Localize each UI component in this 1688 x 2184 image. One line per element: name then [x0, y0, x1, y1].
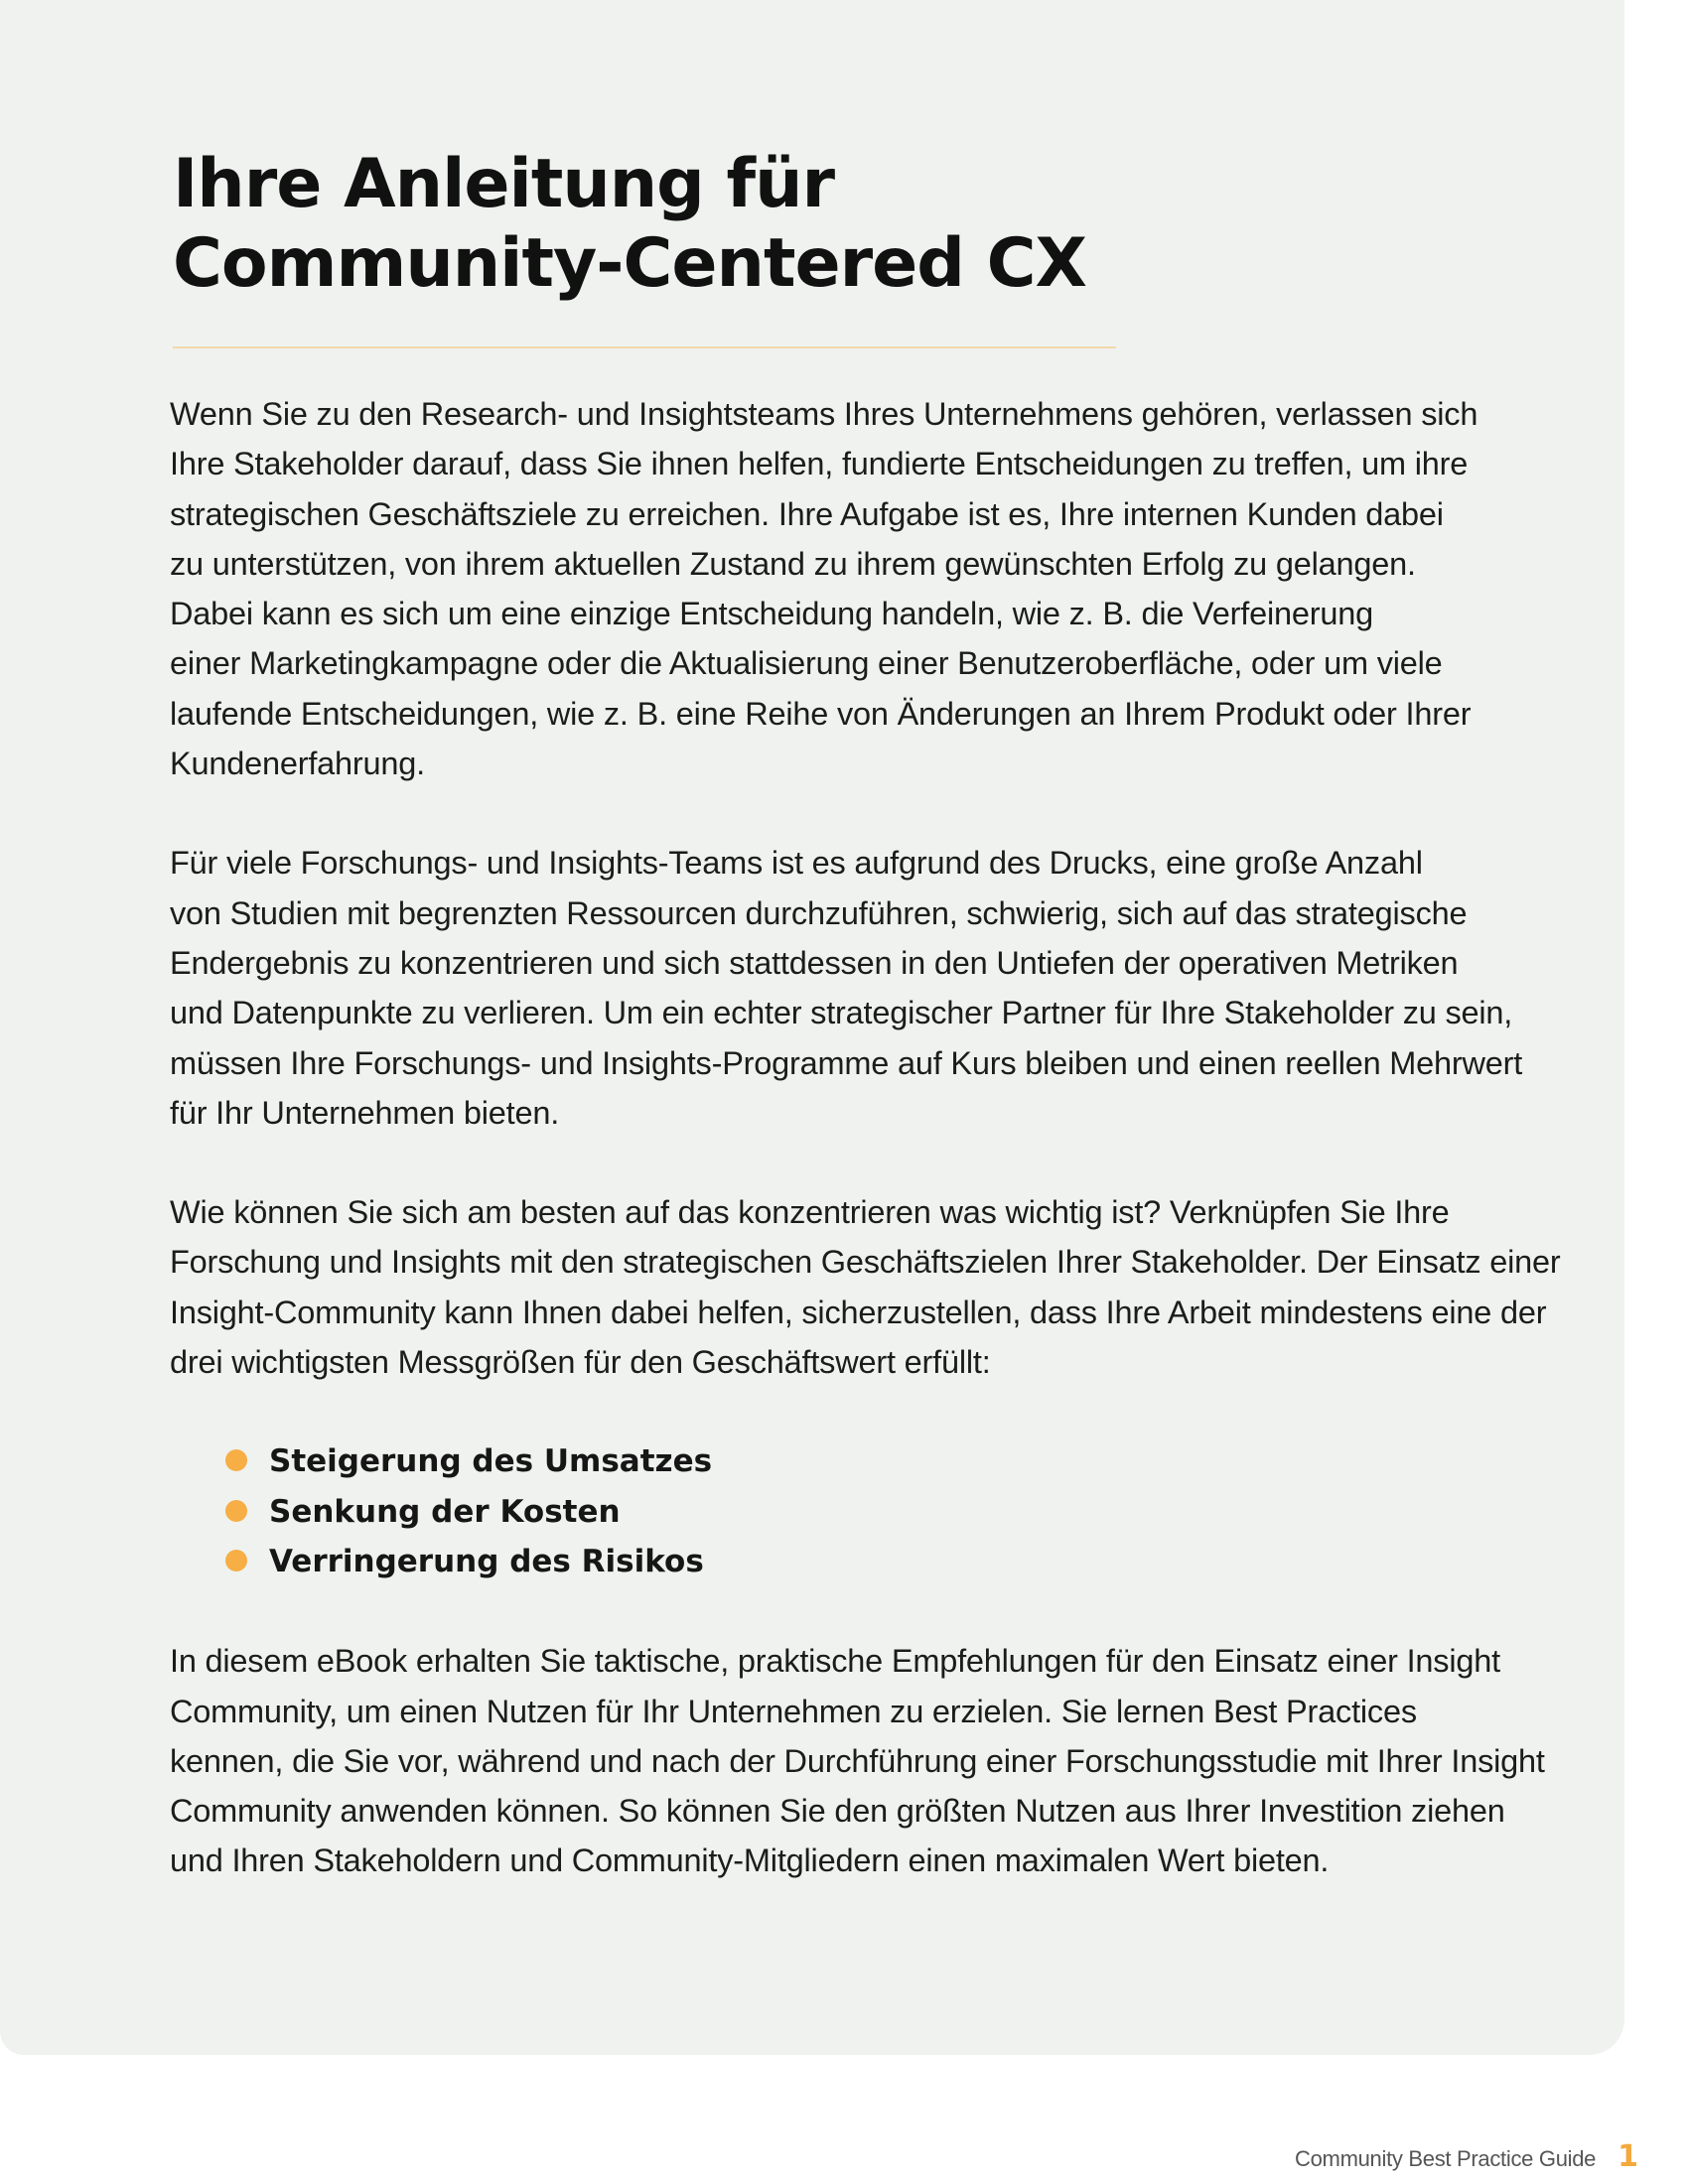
text-line: und Ihren Stakeholdern und Community-Mitgliedern einen maximalen Wert bieten.: [170, 1843, 1330, 1879]
metrics-list: [225, 1436, 1590, 1586]
text-line: Forschung und Insights mit den strategischen Geschäftszielen Ihrer Stakeholder. Der Einsatz einer: [170, 1244, 1561, 1281]
text-line: Endergebnis zu konzentrieren und sich stattdessen in den Untiefen der operativen Metriken: [170, 944, 1459, 981]
bullet-dot-icon: [225, 1500, 247, 1522]
text-line: Dabei kann es sich um eine einzige Entscheidung handeln, wie z. B. die Verfeinerung: [170, 596, 1373, 632]
list-item: [225, 1537, 1590, 1586]
page-title: [173, 145, 1166, 304]
footer-label: Community Best Practice Guide: [1295, 2146, 1597, 2171]
page-number: 1: [1618, 2139, 1638, 2174]
title-line: Community-Centered CX: [173, 224, 1086, 303]
text-line: einer Marketingkampagne oder die Aktualisierung einer Benutzeroberfläche, oder um viele: [170, 645, 1443, 682]
title-divider: [173, 346, 1116, 348]
question-paragraph: [170, 1187, 1590, 1387]
page-footer: [1295, 2139, 1638, 2174]
text-line: müssen Ihre Forschungs- und Insights-Programme auf Kurs bleiben und einen reellen Mehrwert: [170, 1044, 1523, 1081]
text-line: kennen, die Sie vor, während und nach der Durchführung einer Forschungsstudie mit Ihrer Insight: [170, 1742, 1545, 1779]
list-item: [225, 1436, 1590, 1486]
closing-paragraph: [170, 1636, 1590, 1885]
text-line: und Datenpunkte zu verlieren. Um ein echter strategischer Partner für Ihre Stakeholder zu sein,: [170, 995, 1513, 1031]
list-item-label: Steigerung des Umsatzes: [269, 1443, 713, 1480]
text-line: von Studien mit begrenzten Ressourcen durchzuführen, schwierig, sich auf das strategische: [170, 894, 1468, 931]
bullet-dot-icon: [225, 1449, 247, 1471]
text-line: für Ihr Unternehmen bieten.: [170, 1094, 560, 1131]
text-line: Ihre Stakeholder darauf, dass Sie ihnen helfen, fundierte Entscheidungen zu treffen, um ihre: [170, 446, 1469, 482]
text-line: Für viele Forschungs- und Insights-Teams ist es aufgrund des Drucks, eine große Anzahl: [170, 845, 1423, 882]
text-line: In diesem eBook erhalten Sie taktische, praktische Empfehlungen für den Einsatz einer Insight: [170, 1643, 1500, 1680]
text-line: Wie können Sie sich am besten auf das konzentrieren was wichtig ist? Verknüpfen Sie Ihre: [170, 1194, 1450, 1231]
body-text: [170, 389, 1590, 1886]
text-line: Kundenerfahrung.: [170, 746, 426, 782]
title-line: Ihre Anleitung für: [173, 145, 835, 223]
text-line: strategischen Geschäftsziele zu erreichen. Ihre Aufgabe ist es, Ihre internen Kunden dabei: [170, 495, 1444, 532]
text-line: Wenn Sie zu den Research- und Insightsteams Ihres Unternehmens gehören, verlassen sich: [170, 396, 1478, 432]
bullet-dot-icon: [225, 1550, 247, 1571]
text-line: Community, um einen Nutzen für Ihr Unternehmen zu erzielen. Sie lernen Best Practices: [170, 1693, 1417, 1729]
intro-paragraph: [170, 389, 1590, 788]
text-line: laufende Entscheidungen, wie z. B. eine Reihe von Änderungen an Ihrem Produkt oder Ihrer: [170, 695, 1472, 732]
challenge-paragraph: [170, 838, 1590, 1138]
text-line: Insight-Community kann Ihnen dabei helfen, sicherzustellen, dass Ihre Arbeit mindestens eine der: [170, 1294, 1547, 1330]
list-item: [225, 1487, 1590, 1537]
text-line: zu unterstützen, von ihrem aktuellen Zustand zu ihrem gewünschten Erfolg zu gelangen.: [170, 545, 1416, 582]
text-line: drei wichtigsten Messgrößen für den Geschäftswert erfüllt:: [170, 1344, 991, 1381]
text-line: Community anwenden können. So können Sie den größten Nutzen aus Ihrer Investition ziehen: [170, 1793, 1505, 1830]
list-item-label: Verringerung des Risikos: [269, 1543, 704, 1579]
list-item-label: Senkung der Kosten: [269, 1493, 621, 1530]
